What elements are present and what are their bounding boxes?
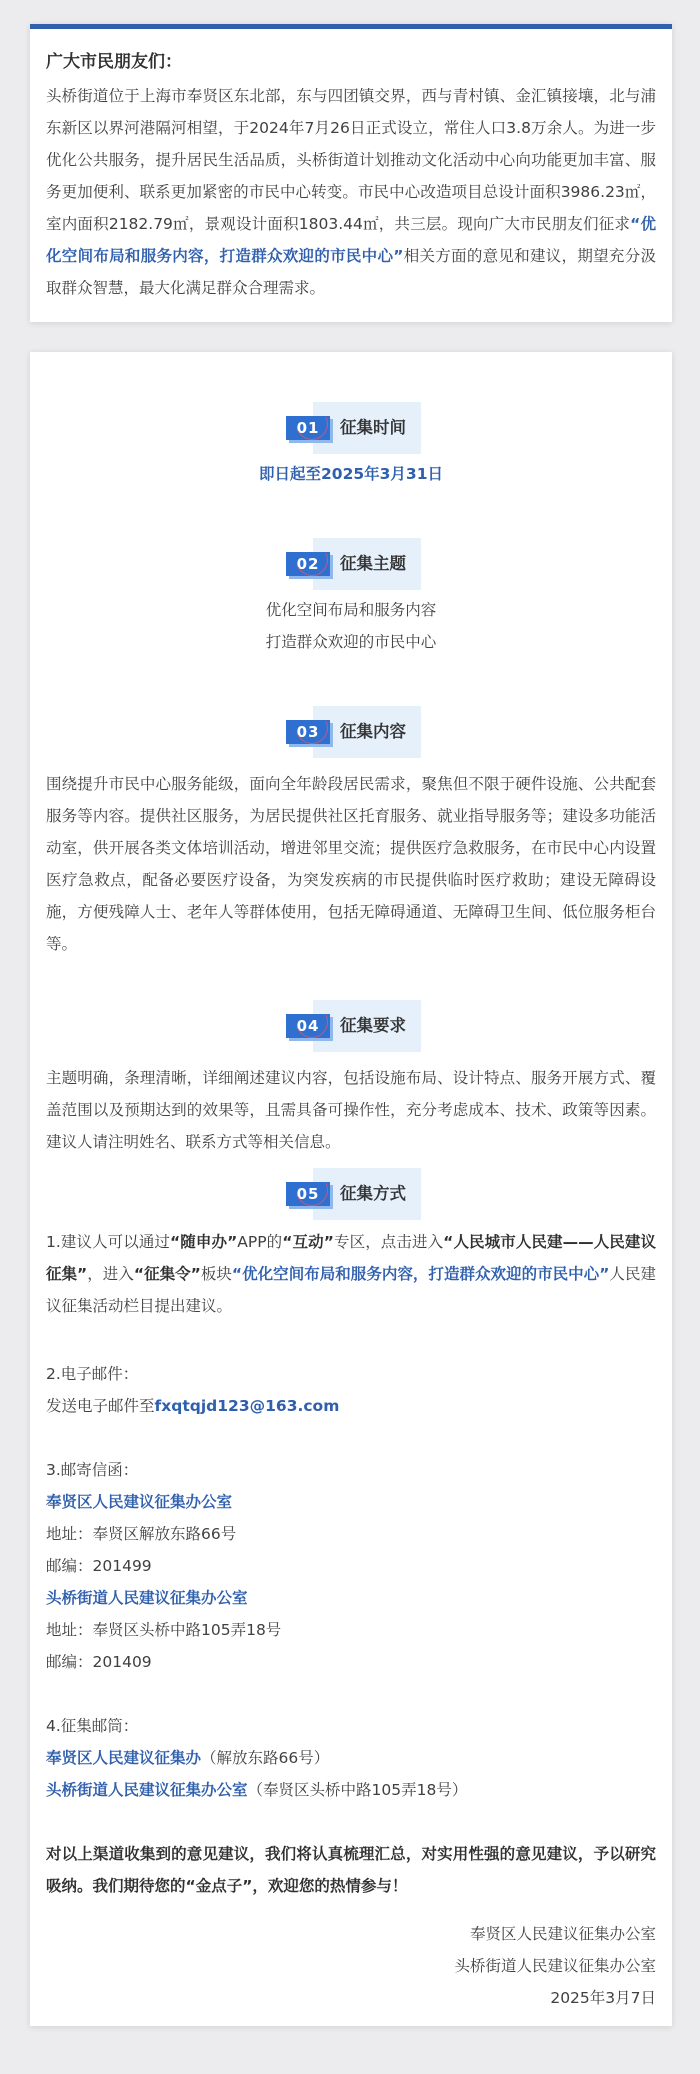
method-2-text: 发送电子邮件至	[46, 1397, 155, 1415]
section-number-badge: 03	[286, 720, 330, 744]
signature-org-2: 头桥街道人民建议征集办公室	[454, 1957, 656, 1975]
method-1-text: ，进入	[87, 1265, 134, 1283]
method-1-text: 人民建议征集活动栏目提出建议。	[46, 1265, 656, 1315]
theme-line-2: 打造群众欢迎的市民中心	[265, 633, 437, 651]
mailbox-2	[46, 1774, 656, 1806]
section-title: 征集时间	[340, 418, 406, 437]
theme-line-1: 优化空间布局和服务内容	[265, 601, 437, 619]
mailbox-2-name: 头桥街道人民建议征集办公室	[46, 1781, 248, 1799]
email-link[interactable]: fxqtqjd123@163.com	[154, 1397, 340, 1415]
intro-text-2: 相关方面的意见和建议，期望充分汲取群众智慧，最大化满足群众合理需求。	[46, 247, 656, 297]
content-paragraph: 围绕提升市民中心服务能级，面向全年龄段居民需求，聚焦但不限于硬件设施、公共配套服务等内容。提供社区服务，为居民提供社区托育服务、就业指导服务等；建设多功能活动室，供开展各类文体培训活动，增进邻里交流；提供医疗急救服务，在市民中心内设置医疗急救点，配备必要医疗设备，为突发疾病的市民提供临时医疗救助；建设无障碍设施，方便残障人士、老年人等群体使用，包括无障碍通道、无障碍卫生间、低位服务柜台等。	[46, 775, 656, 953]
intro-greeting: 广大市民朋友们：	[46, 52, 182, 72]
mail-zip-2: 邮编：201409	[46, 1653, 152, 1671]
zone-name: “互动”	[282, 1233, 334, 1251]
section-header-01	[30, 402, 672, 454]
section-number-badge: 05	[286, 1182, 330, 1206]
closing-paragraph: 对以上渠道收集到的意见建议，我们将认真梳理汇总，对实用性强的意见建议，予以研究吸纳。我们期待您的“金点子”，欢迎您的热情参与！	[46, 1845, 656, 1895]
mail-zip-1: 邮编：201499	[46, 1557, 152, 1575]
mail-address-1: 地址：奉贤区解放东路66号	[46, 1525, 237, 1543]
intro-paragraph	[46, 80, 656, 304]
method-1-text: 1.建议人可以通过	[46, 1233, 171, 1251]
method-2-title: 2.电子邮件：	[46, 1365, 139, 1383]
method-1-text: 板块	[200, 1265, 232, 1283]
mailbox-2-address: （奉贤区头桥中路105弄18号）	[247, 1781, 468, 1799]
section-header-02	[30, 538, 672, 590]
signature-org-1: 奉贤区人民建议征集办公室	[469, 1925, 656, 1943]
campaign-name: “优化空间布局和服务内容，打造群众欢迎的市民中心”	[231, 1265, 610, 1283]
method-1-paragraph	[46, 1226, 656, 1322]
section-title: 征集要求	[340, 1016, 406, 1035]
section-number-badge: 01	[286, 416, 330, 440]
section-number-badge: 02	[286, 552, 330, 576]
mail-org-1: 奉贤区人民建议征集办公室	[46, 1493, 233, 1511]
section-title: 征集内容	[340, 722, 406, 741]
method-3-title: 3.邮寄信函：	[46, 1461, 139, 1479]
channel-name: “人民城市人民建——人民建议征集”	[46, 1233, 656, 1283]
collection-period: 即日起至2025年3月31日	[259, 465, 443, 483]
mailbox-1	[46, 1742, 656, 1774]
method-2-line	[46, 1390, 656, 1422]
method-4-title: 4.征集邮筒：	[46, 1717, 139, 1735]
app-name: “随申办”	[170, 1233, 238, 1251]
section-title: 征集主题	[340, 554, 406, 573]
mailbox-1-address: （解放东路66号）	[201, 1749, 330, 1767]
method-1-text: 专区，点击进入	[333, 1233, 444, 1251]
mailbox-1-name: 奉贤区人民建议征集办	[46, 1749, 202, 1767]
section-header-03	[30, 706, 672, 758]
details-card	[30, 352, 672, 2026]
mail-org-2: 头桥街道人民建议征集办公室	[46, 1589, 248, 1607]
section-header-05	[30, 1168, 672, 1220]
section-number-badge: 04	[286, 1014, 330, 1038]
intro-highlight: “优化空间布局和服务内容，打造群众欢迎的市民中心”	[46, 215, 657, 265]
mail-address-2: 地址：奉贤区头桥中路105弄18号	[46, 1621, 282, 1639]
section-title: 征集方式	[340, 1184, 406, 1203]
intro-card	[30, 24, 672, 322]
section-header-04	[30, 1000, 672, 1052]
requirements-paragraph: 主题明确，条理清晰，详细阐述建议内容，包括设施布局、设计特点、服务开展方式、覆盖范围以及预期达到的效果等，且需具备可操作性，充分考虑成本、技术、政策等因素。建议人请注明姓名、联系方式等相关信息。	[46, 1069, 656, 1151]
board-name: “征集令”	[133, 1265, 201, 1283]
intro-text-1: 头桥街道位于上海市奉贤区东北部，东与四团镇交界，西与青村镇、金汇镇接壤，北与浦东新区以界河港隔河相望，于2024年7月26日正式设立，常住人口3.8万余人。为进一步优化公共服务，提升居民生活品质，头桥街道计划推动文化活动中心向功能更加丰富、服务更加便利、联系更加紧密的市民中心转变。市民中心改造项目总设计面积3986.23㎡，室内面积2182.79㎡，景观设计面积1803.44㎡，共三层。现向广大市民朋友们征求	[46, 87, 656, 233]
method-1-text: APP的	[237, 1233, 283, 1251]
signature-date: 2025年3月7日	[550, 1989, 656, 2007]
